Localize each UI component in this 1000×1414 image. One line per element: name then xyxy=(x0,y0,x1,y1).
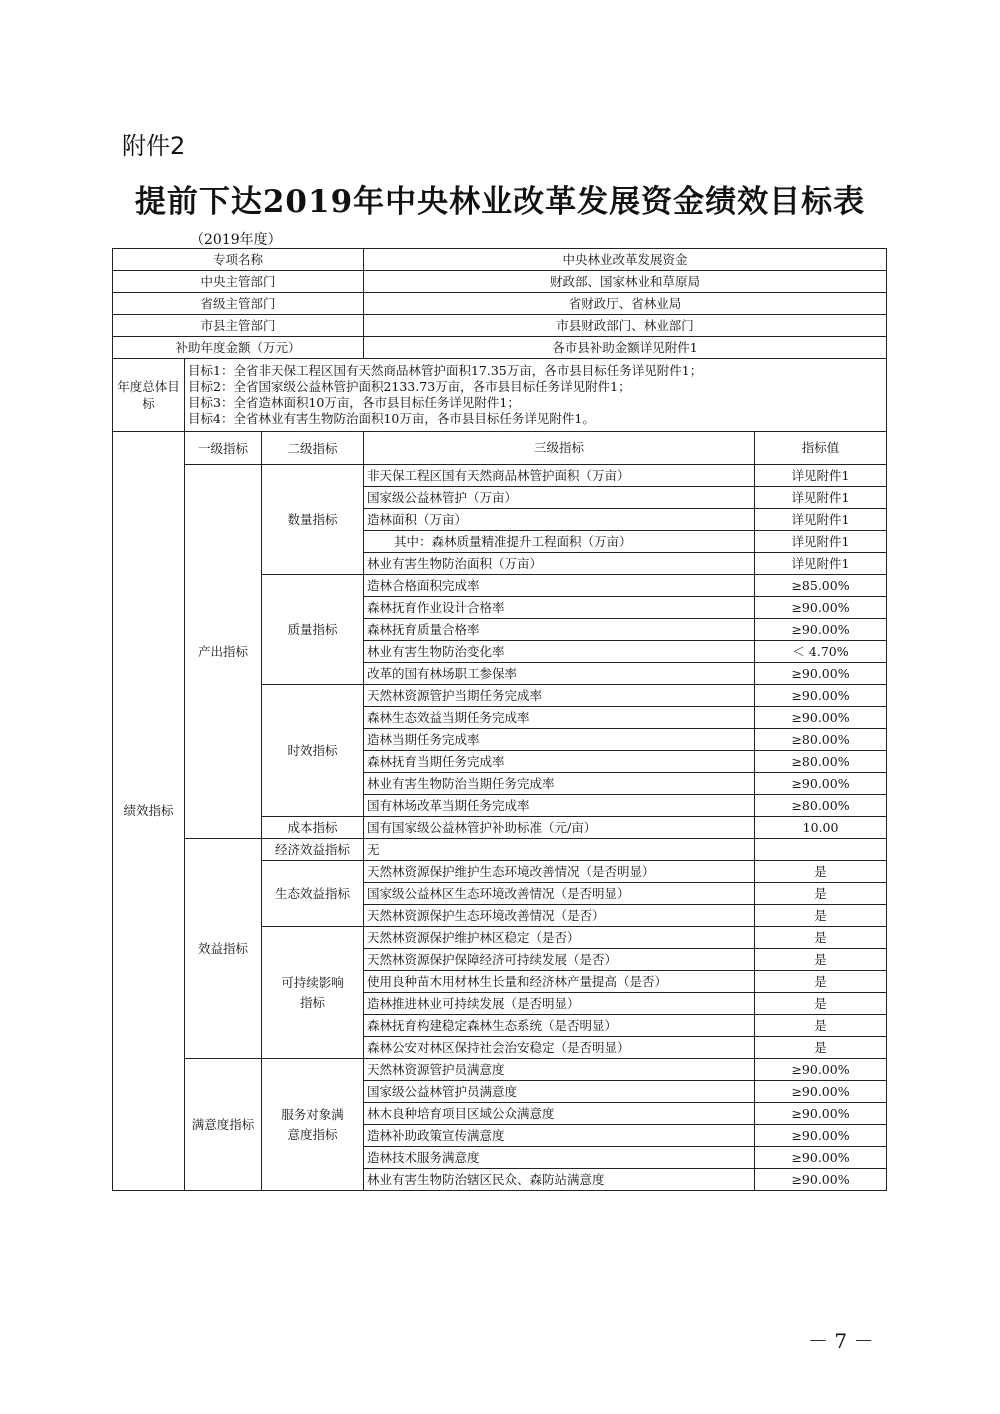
indicator-value: ≥80.00% xyxy=(755,729,887,751)
indicator-value: ＜ 4.70% xyxy=(755,641,887,663)
output-label: 产出指标 xyxy=(185,465,262,839)
indicator-value: ≥85.00% xyxy=(755,575,887,597)
indicator-name: 造林推进林业可持续发展（是否明显） xyxy=(364,993,755,1015)
info-value: 市县财政部门、林业部门 xyxy=(364,315,887,337)
indicator-value: 是 xyxy=(755,993,887,1015)
indicator-value xyxy=(755,839,887,861)
indicator-name: 森林生态效益当期任务完成率 xyxy=(364,707,755,729)
indicator-name: 天然林资源管护当期任务完成率 xyxy=(364,685,755,707)
indicator-name: 其中：森林质量精准提升工程面积（万亩） xyxy=(364,531,755,553)
indicator-value: ≥90.00% xyxy=(755,597,887,619)
indicator-name: 森林抚育作业设计合格率 xyxy=(364,597,755,619)
info-row xyxy=(113,337,887,359)
indicator-value: 详见附件1 xyxy=(755,465,887,487)
year-note: （2019年度） xyxy=(190,232,282,248)
indicator-value: 是 xyxy=(755,861,887,883)
goal-item: 目标4：全省林业有害生物防治面积10万亩，各市县目标任务详见附件1。 xyxy=(188,411,595,426)
indicator-value: ≥90.00% xyxy=(755,685,887,707)
indicator-name: 国家级公益林管护（万亩） xyxy=(364,487,755,509)
goals-list xyxy=(185,359,887,432)
indicator-name: 造林面积（万亩） xyxy=(364,509,755,531)
quantity-label: 数量指标 xyxy=(262,465,364,575)
info-label: 省级主管部门 xyxy=(113,293,364,315)
indicator-value: ≥90.00% xyxy=(755,1147,887,1169)
info-value: 中央林业改革发展资金 xyxy=(364,249,887,271)
indicator-name: 造林当期任务完成率 xyxy=(364,729,755,751)
indicator-value: ≥80.00% xyxy=(755,795,887,817)
indicator-name: 造林合格面积完成率 xyxy=(364,575,755,597)
indicator-name: 国家级公益林管护员满意度 xyxy=(364,1081,755,1103)
goal-item: 目标3：全省造林面积10万亩，各市县目标任务详见附件1； xyxy=(188,395,520,410)
indicator-name: 使用良种苗木用材林生长量和经济林产量提高（是否） xyxy=(364,971,755,993)
attachment-label: 附件2 xyxy=(122,132,186,160)
indicator-name: 天然林资源保护维护生态环境改善情况（是否明显） xyxy=(364,861,755,883)
indicator-name: 非天保工程区国有天然商品林管护面积（万亩） xyxy=(364,465,755,487)
indicator-name: 林业有害生物防治变化率 xyxy=(364,641,755,663)
page-title: 提前下达2019年中央林业改革发展资金绩效目标表 xyxy=(134,184,866,220)
indicator-value: 详见附件1 xyxy=(755,553,887,575)
sustainable-label: 可持续影响指标 xyxy=(262,927,364,1059)
indicator-value: ≥90.00% xyxy=(755,1081,887,1103)
info-row xyxy=(113,315,887,337)
info-label: 市县主管部门 xyxy=(113,315,364,337)
indicator-value: 是 xyxy=(755,949,887,971)
cost-label: 成本指标 xyxy=(262,817,364,839)
indicator-name: 森林公安对林区保持社会治安稳定（是否明显） xyxy=(364,1037,755,1059)
service-label: 服务对象满意度指标 xyxy=(262,1059,364,1191)
indicator-name: 天然林资源保护维护林区稳定（是否） xyxy=(364,927,755,949)
perf-label: 绩效指标 xyxy=(113,432,185,1191)
indicator-name: 林业有害生物防治辖区民众、森防站满意度 xyxy=(364,1169,755,1191)
info-row xyxy=(113,249,887,271)
indicator-name: 天然林资源保护保障经济可持续发展（是否） xyxy=(364,949,755,971)
info-value: 省财政厅、省林业局 xyxy=(364,293,887,315)
header-value: 指标值 xyxy=(755,432,887,465)
indicator-name: 天然林资源管护员满意度 xyxy=(364,1059,755,1081)
indicator-value: 10.00 xyxy=(755,817,887,839)
indicator-name: 林木良种培育项目区域公众满意度 xyxy=(364,1103,755,1125)
indicator-value: 详见附件1 xyxy=(755,509,887,531)
goal-item: 目标1：全省非天保工程区国有天然商品林管护面积17.35万亩，各市县目标任务详见附件1； xyxy=(188,363,703,378)
indicator-value: 是 xyxy=(755,883,887,905)
indicator-name: 天然林资源保护生态环境改善情况（是否） xyxy=(364,905,755,927)
indicator-name: 国家级公益林区生态环境改善情况（是否明显） xyxy=(364,883,755,905)
indicator-name: 改革的国有林场职工参保率 xyxy=(364,663,755,685)
indicator-value: ≥90.00% xyxy=(755,1059,887,1081)
goal-item: 目标2：全省国家级公益林管护面积2133.73万亩，各市县目标任务详见附件1； xyxy=(188,379,631,394)
info-label: 专项名称 xyxy=(113,249,364,271)
benefit-label: 效益指标 xyxy=(185,839,262,1059)
table-row xyxy=(113,839,887,861)
indicator-value: ≥90.00% xyxy=(755,1125,887,1147)
indicator-value: ≥90.00% xyxy=(755,619,887,641)
indicator-name: 国有国家级公益林管护补助标准（元/亩） xyxy=(364,817,755,839)
info-row xyxy=(113,293,887,315)
table-row xyxy=(113,465,887,487)
indicator-value: 详见附件1 xyxy=(755,487,887,509)
indicator-name: 无 xyxy=(364,839,755,861)
header-level1: 一级指标 xyxy=(185,432,262,465)
indicator-name: 林业有害生物防治面积（万亩） xyxy=(364,553,755,575)
info-value: 财政部、国家林业和草原局 xyxy=(364,271,887,293)
satisfaction-label: 满意度指标 xyxy=(185,1059,262,1191)
indicator-value: ≥90.00% xyxy=(755,1103,887,1125)
indicator-value: 是 xyxy=(755,927,887,949)
timeliness-label: 时效指标 xyxy=(262,685,364,817)
indicator-value: 是 xyxy=(755,1037,887,1059)
table-row xyxy=(113,1059,887,1081)
indicator-name: 森林抚育构建稳定森林生态系统（是否明显） xyxy=(364,1015,755,1037)
indicator-header-row xyxy=(113,432,887,465)
indicator-value: 是 xyxy=(755,971,887,993)
header-level3: 三级指标 xyxy=(364,432,755,465)
header-level2: 二级指标 xyxy=(262,432,364,465)
info-row xyxy=(113,271,887,293)
indicator-value: 是 xyxy=(755,905,887,927)
info-value: 各市县补助金额详见附件1 xyxy=(364,337,887,359)
goals-label: 年度总体目标 xyxy=(113,359,185,432)
indicator-name: 林业有害生物防治当期任务完成率 xyxy=(364,773,755,795)
info-label: 补助年度金额（万元） xyxy=(113,337,364,359)
indicator-name: 森林抚育当期任务完成率 xyxy=(364,751,755,773)
indicator-value: ≥90.00% xyxy=(755,663,887,685)
indicator-value: ≥90.00% xyxy=(755,1169,887,1191)
indicator-name: 森林抚育质量合格率 xyxy=(364,619,755,641)
ecological-label: 生态效益指标 xyxy=(262,861,364,927)
indicator-value: ≥90.00% xyxy=(755,707,887,729)
goals-row xyxy=(113,359,887,432)
indicator-name: 造林技术服务满意度 xyxy=(364,1147,755,1169)
economic-label: 经济效益指标 xyxy=(262,839,364,861)
info-label: 中央主管部门 xyxy=(113,271,364,293)
performance-target-table xyxy=(112,248,887,1191)
quality-label: 质量指标 xyxy=(262,575,364,685)
indicator-name: 造林补助政策宣传满意度 xyxy=(364,1125,755,1147)
indicator-value: ≥90.00% xyxy=(755,773,887,795)
indicator-value: ≥80.00% xyxy=(755,751,887,773)
indicator-value: 详见附件1 xyxy=(755,531,887,553)
indicator-name: 国有林场改革当期任务完成率 xyxy=(364,795,755,817)
indicator-value: 是 xyxy=(755,1015,887,1037)
page-number: － 7 － xyxy=(808,1329,874,1353)
